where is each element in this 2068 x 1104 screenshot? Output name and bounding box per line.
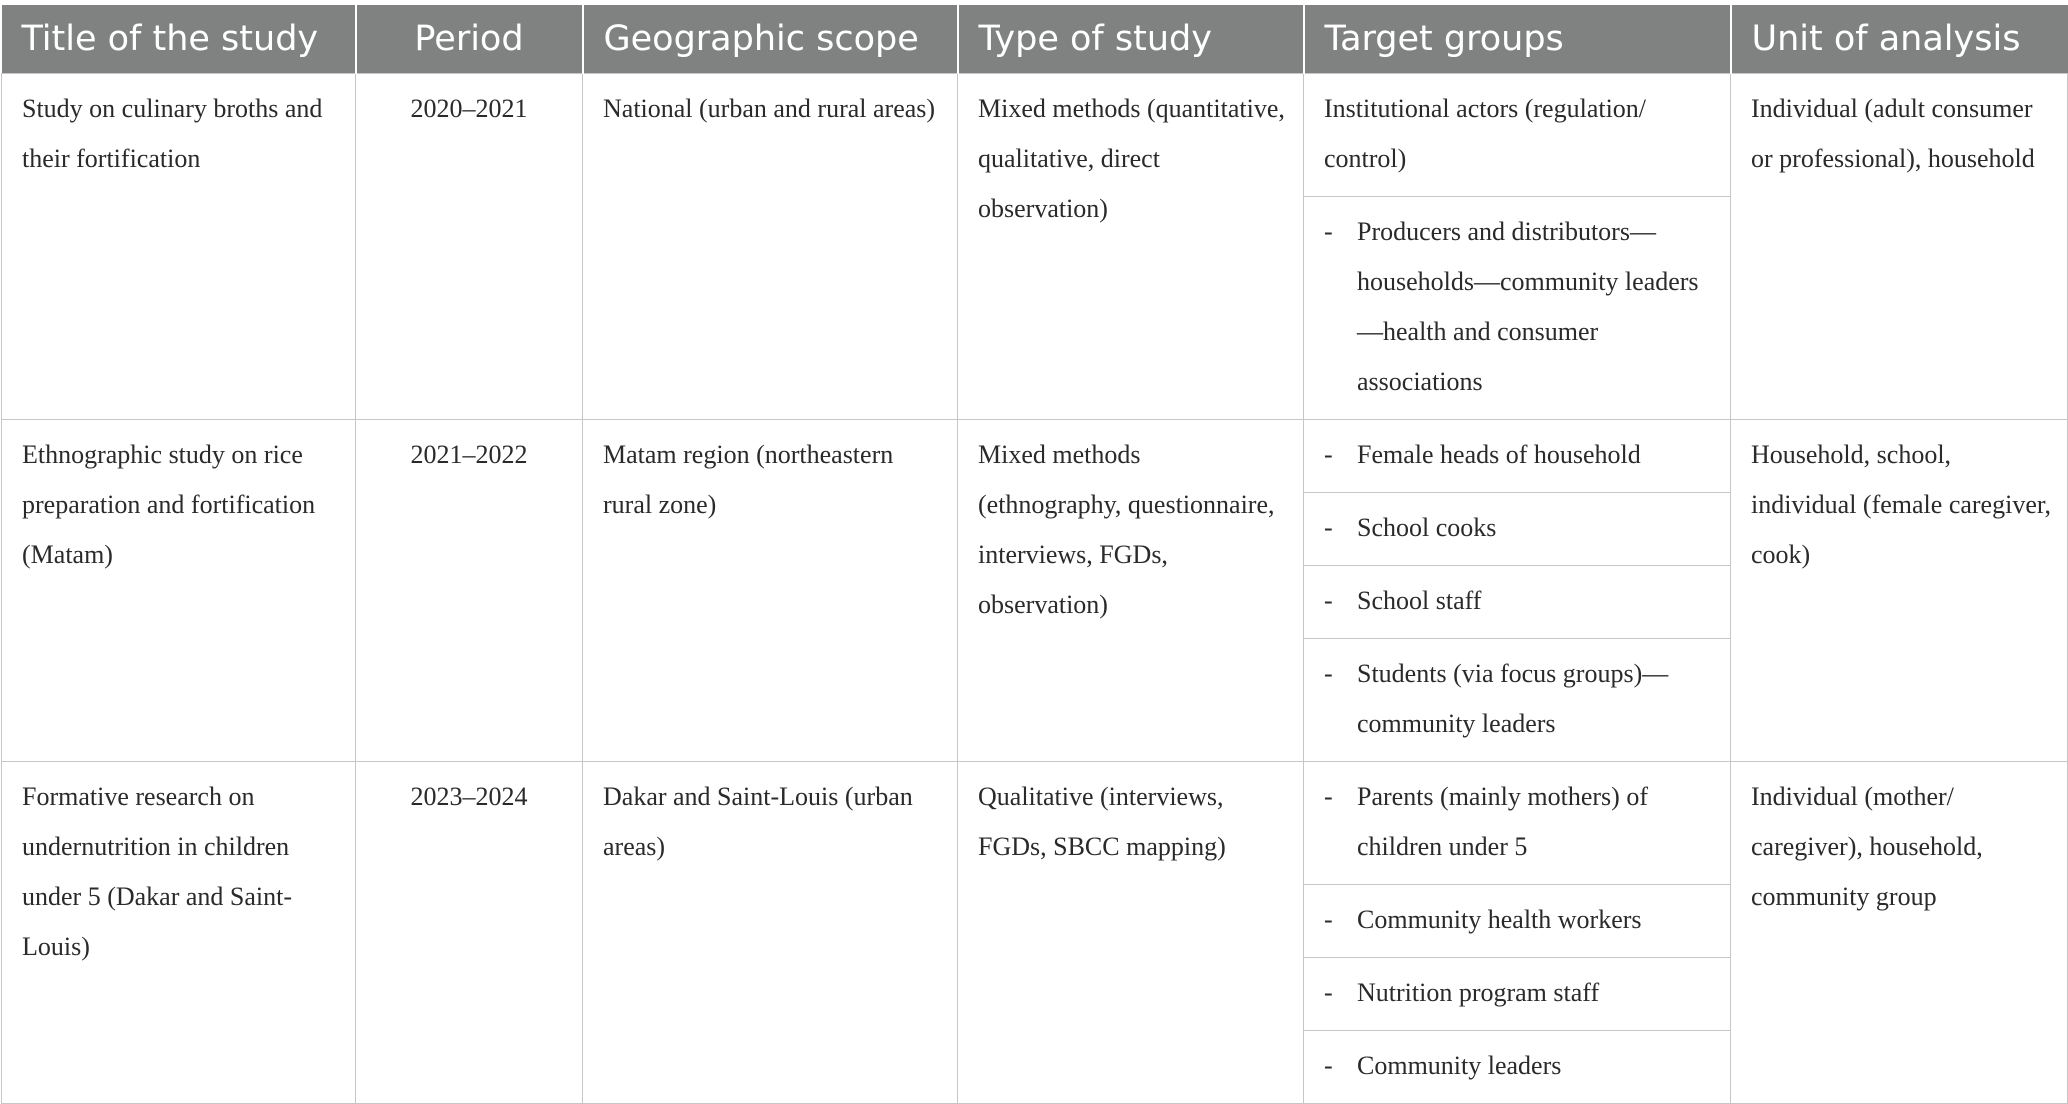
header-type-of-study: Type of study <box>958 5 1304 73</box>
cell-type: Mixed methods (quantitative, qualitative, direct observation) <box>958 73 1304 419</box>
header-title: Title of the study <box>2 5 356 73</box>
dash-bullet: - <box>1324 904 1333 934</box>
dash-bullet: - <box>1324 781 1333 811</box>
target-group-item <box>1304 762 1730 885</box>
target-group-list <box>1304 420 1730 761</box>
header-period: Period <box>356 5 583 73</box>
cell-target-groups <box>1304 761 1731 1103</box>
cell-unit: Individual (adult consumer or professional), household <box>1731 73 2068 419</box>
dash-bullet: - <box>1324 1050 1333 1080</box>
cell-unit: Household, school, individual (female caregiver, cook) <box>1731 419 2068 761</box>
dash-bullet: - <box>1324 216 1333 246</box>
target-group-item <box>1304 566 1730 639</box>
dash-bullet: - <box>1324 977 1333 1007</box>
cell-period: 2021–2022 <box>356 419 583 761</box>
table-row <box>2 761 2068 1103</box>
cell-scope: Dakar and Saint-Louis (urban areas) <box>583 761 958 1103</box>
target-group-text: Female heads of household <box>1357 439 1641 469</box>
target-group-text: Nutrition program staff <box>1357 977 1600 1007</box>
target-group-item <box>1304 958 1730 1031</box>
target-group-item <box>1304 885 1730 958</box>
dash-bullet: - <box>1324 512 1333 542</box>
target-group-list <box>1304 762 1730 1103</box>
header-geographic-scope: Geographic scope <box>583 5 958 73</box>
cell-type: Mixed methods (ethnography, questionnaire, interviews, FGDs, observation) <box>958 419 1304 761</box>
study-table <box>1 5 2068 1104</box>
target-group-text: Institutional actors (regulation/ control) <box>1324 93 1647 173</box>
cell-period: 2020–2021 <box>356 73 583 419</box>
target-group-list <box>1304 74 1730 419</box>
dash-bullet: - <box>1324 658 1333 688</box>
target-group-text: Community leaders <box>1357 1050 1562 1080</box>
dash-bullet: - <box>1324 585 1333 615</box>
cell-title: Formative research on undernutrition in children under 5 (Dakar and Saint-Louis) <box>2 761 356 1103</box>
target-group-text: School cooks <box>1357 512 1497 542</box>
target-group-item <box>1304 420 1730 493</box>
cell-target-groups <box>1304 419 1731 761</box>
target-group-text: Students (via focus groups)—community leaders <box>1357 658 1669 738</box>
header-target-groups: Target groups <box>1304 5 1731 73</box>
cell-target-groups <box>1304 73 1731 419</box>
table-row <box>2 73 2068 419</box>
target-group-item <box>1304 639 1730 761</box>
target-group-item <box>1304 74 1730 197</box>
target-group-item <box>1304 493 1730 566</box>
target-group-text: School staff <box>1357 585 1482 615</box>
target-group-item <box>1304 197 1730 419</box>
target-group-text: Producers and distributors—households—community leaders—health and consumer associations <box>1357 216 1699 396</box>
cell-scope: Matam region (northeastern rural zone) <box>583 419 958 761</box>
dash-bullet: - <box>1324 439 1333 469</box>
target-group-item <box>1304 1031 1730 1103</box>
header-row <box>2 5 2068 73</box>
target-group-text: Parents (mainly mothers) of children under 5 <box>1357 781 1648 861</box>
target-group-text: Community health workers <box>1357 904 1642 934</box>
cell-period: 2023–2024 <box>356 761 583 1103</box>
cell-type: Qualitative (interviews, FGDs, SBCC mapping) <box>958 761 1304 1103</box>
cell-scope: National (urban and rural areas) <box>583 73 958 419</box>
cell-title: Study on culinary broths and their fortification <box>2 73 356 419</box>
cell-title: Ethnographic study on rice preparation and fortification (Matam) <box>2 419 356 761</box>
cell-unit: Individual (mother/ caregiver), household, community group <box>1731 761 2068 1103</box>
header-unit-of-analysis: Unit of analysis <box>1731 5 2068 73</box>
table-row <box>2 419 2068 761</box>
